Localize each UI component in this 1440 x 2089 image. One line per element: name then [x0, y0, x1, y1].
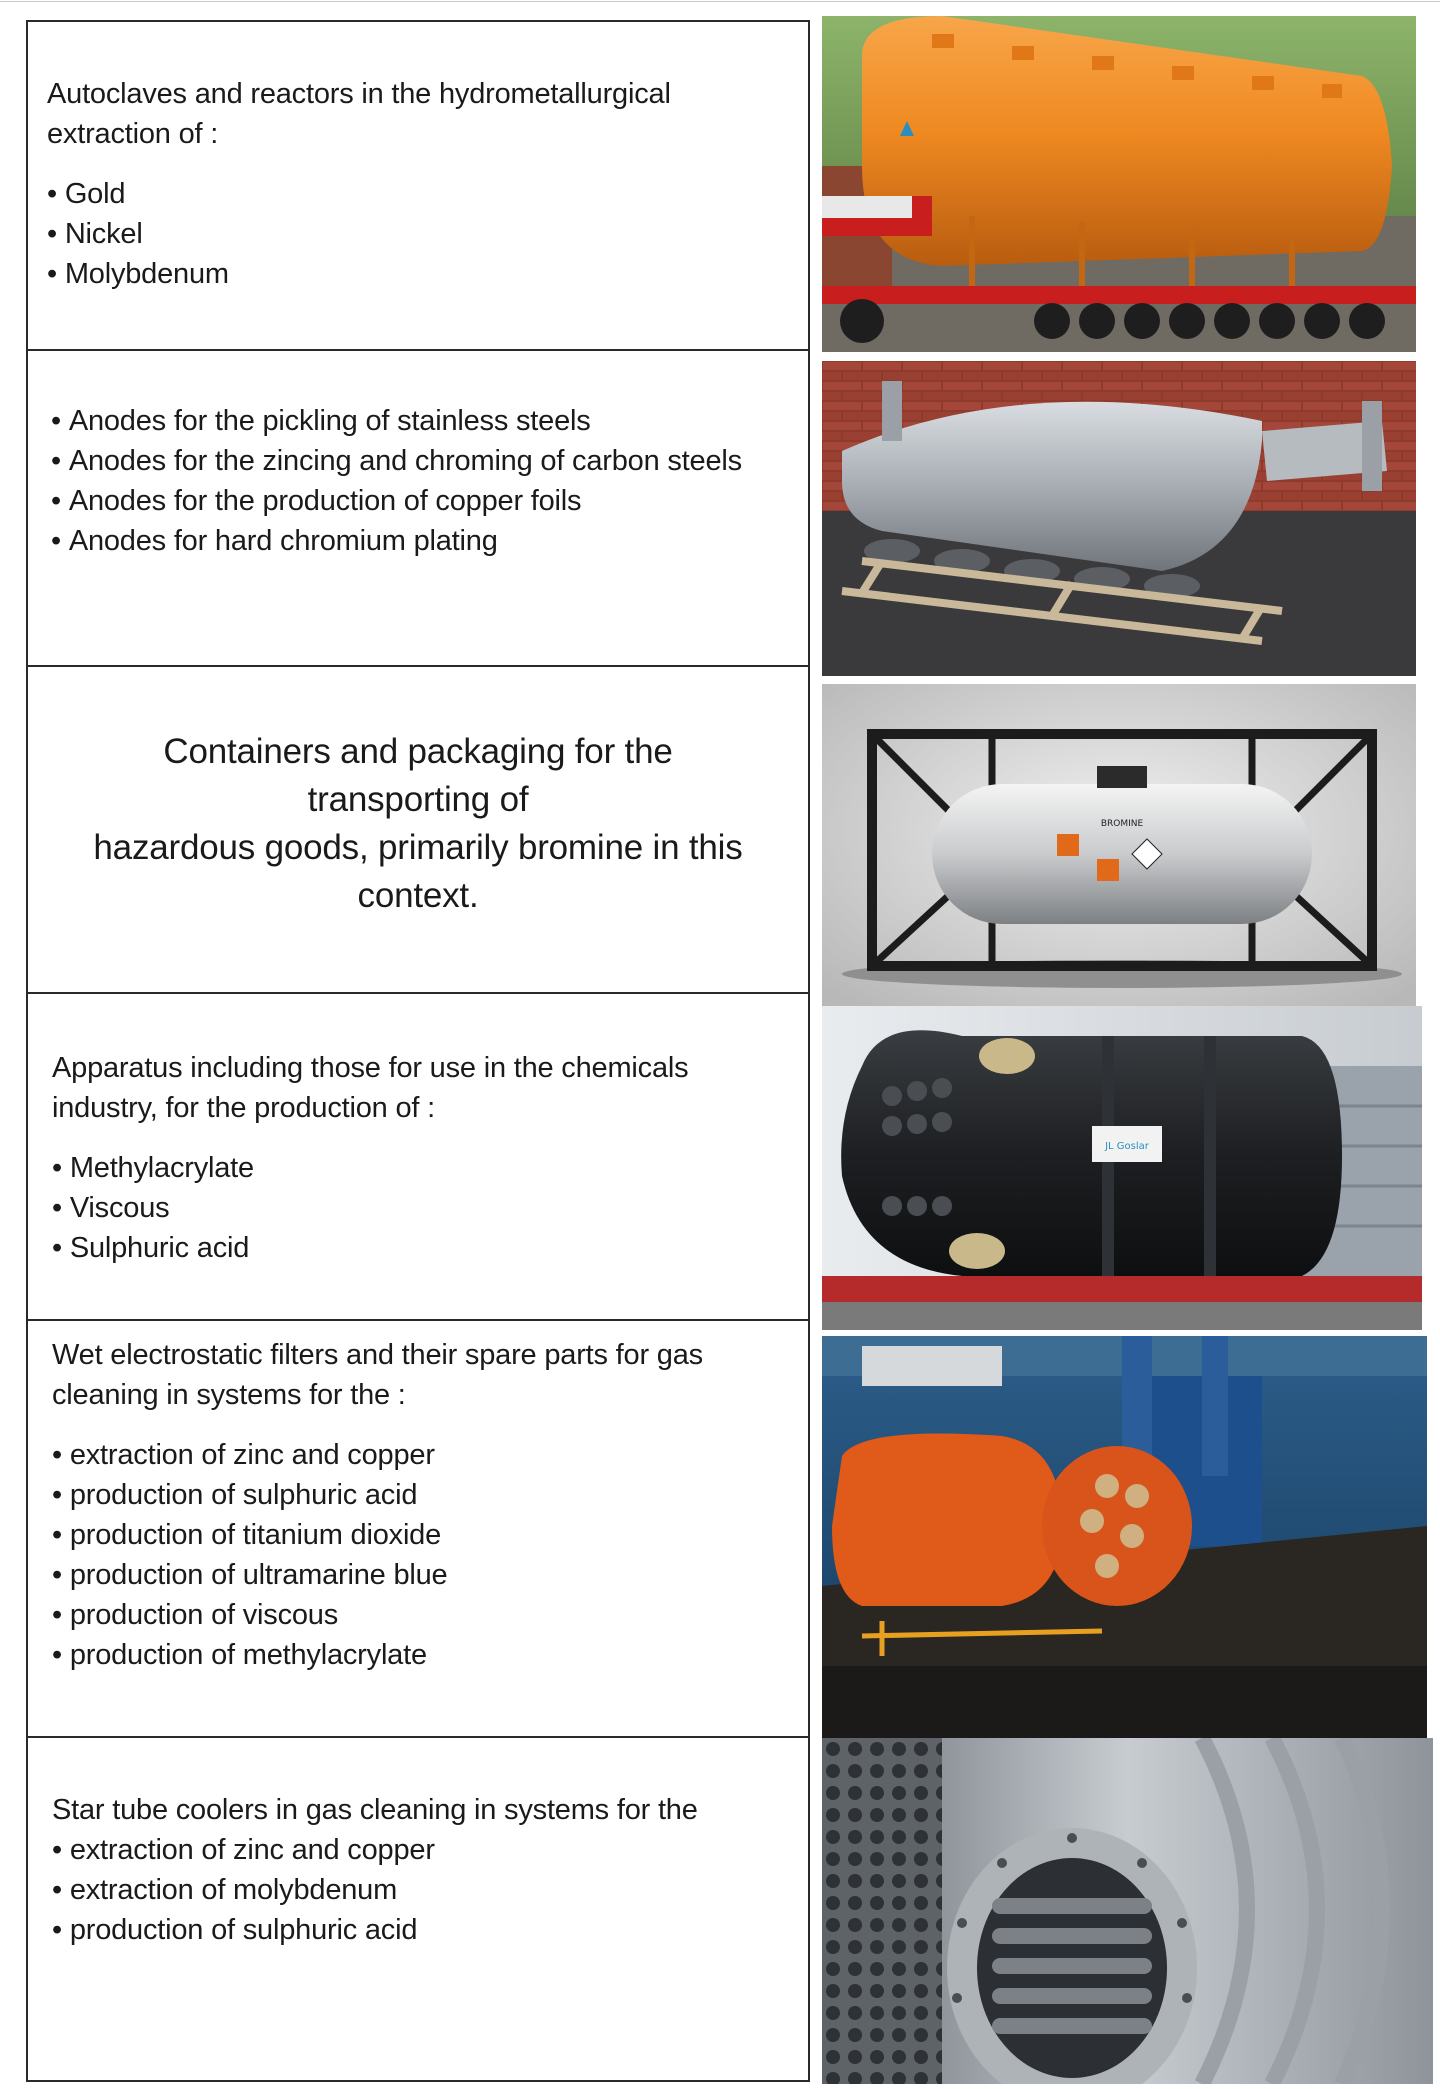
list-item: • production of sulphuric acid — [52, 1475, 703, 1515]
autoclave-photo — [822, 16, 1416, 352]
list-item: • Anodes for the production of copper foils — [51, 481, 742, 521]
list-item: • Anodes for the pickling of stainless steels — [51, 401, 742, 441]
containers-line-2: transporting of — [307, 780, 529, 819]
list-item: • Molybdenum — [47, 254, 671, 294]
list-item: • extraction of zinc and copper — [52, 1435, 703, 1475]
svg-text:JL Goslar: JL Goslar — [1105, 1141, 1149, 1152]
list-item: • extraction of zinc and copper — [52, 1830, 698, 1870]
autoclaves-intro-line-2: extraction of : — [47, 118, 219, 150]
autoclaves-text — [47, 74, 671, 294]
tube-cooler-photo — [822, 1738, 1433, 2084]
list-item: • Nickel — [47, 214, 671, 254]
apparatus-text — [52, 1048, 688, 1268]
list-item: • Viscous — [52, 1188, 688, 1228]
row-coolers — [26, 1738, 810, 2082]
filters-intro-line-2: cleaning in systems for the : — [52, 1379, 406, 1411]
list-item: • production of viscous — [52, 1595, 703, 1635]
anodes-text — [51, 401, 742, 561]
list-item: • Gold — [47, 174, 671, 214]
row-apparatus — [26, 994, 810, 1321]
row-filters — [26, 1321, 810, 1738]
list-item: • Anodes for hard chromium plating — [51, 521, 742, 561]
list-item: • Anodes for the zincing and chroming of carbon steels — [51, 441, 742, 481]
list-item: • Methylacrylate — [52, 1148, 688, 1188]
autoclaves-intro-line-1: Autoclaves and reactors in the hydrometallurgical — [47, 78, 671, 110]
containers-heading — [28, 728, 808, 920]
svg-text:BROMINE: BROMINE — [1100, 819, 1144, 829]
chemical-vessel-photo — [822, 1006, 1422, 1330]
row-containers — [26, 667, 810, 994]
anode-photo — [822, 361, 1416, 676]
row-autoclaves — [26, 20, 810, 351]
list-item: • production of titanium dioxide — [52, 1515, 703, 1555]
filters-intro-line-1: Wet electrostatic filters and their spare parts for gas — [52, 1339, 703, 1371]
list-item: • production of methylacrylate — [52, 1635, 703, 1675]
list-item: • extraction of molybdenum — [52, 1870, 698, 1910]
filters-text — [52, 1335, 703, 1675]
autoclaves-list — [47, 174, 671, 294]
list-item: • production of sulphuric acid — [52, 1910, 698, 1950]
apparatus-intro-line-1: Apparatus including those for use in the chemicals — [52, 1052, 689, 1084]
row-anodes — [26, 351, 810, 667]
coolers-text — [52, 1790, 698, 1950]
filters-list — [52, 1435, 703, 1675]
anodes-list — [51, 401, 742, 561]
list-item: • production of ultramarine blue — [52, 1555, 703, 1595]
containers-line-4: context. — [357, 876, 479, 915]
apparatus-intro-line-2: industry, for the production of : — [52, 1092, 435, 1124]
containers-line-1: Containers and packaging for the — [163, 732, 673, 771]
coolers-intro-line-1: Star tube coolers in gas cleaning in systems for the — [52, 1794, 698, 1826]
containers-line-3: hazardous goods, primarily bromine in this — [93, 828, 743, 867]
apparatus-list — [52, 1148, 688, 1268]
list-item: • Sulphuric acid — [52, 1228, 688, 1268]
tank-container-photo — [822, 684, 1416, 1008]
coolers-list — [52, 1830, 698, 1950]
top-rule — [0, 1, 1440, 2]
filters-barge-photo — [822, 1336, 1427, 1738]
